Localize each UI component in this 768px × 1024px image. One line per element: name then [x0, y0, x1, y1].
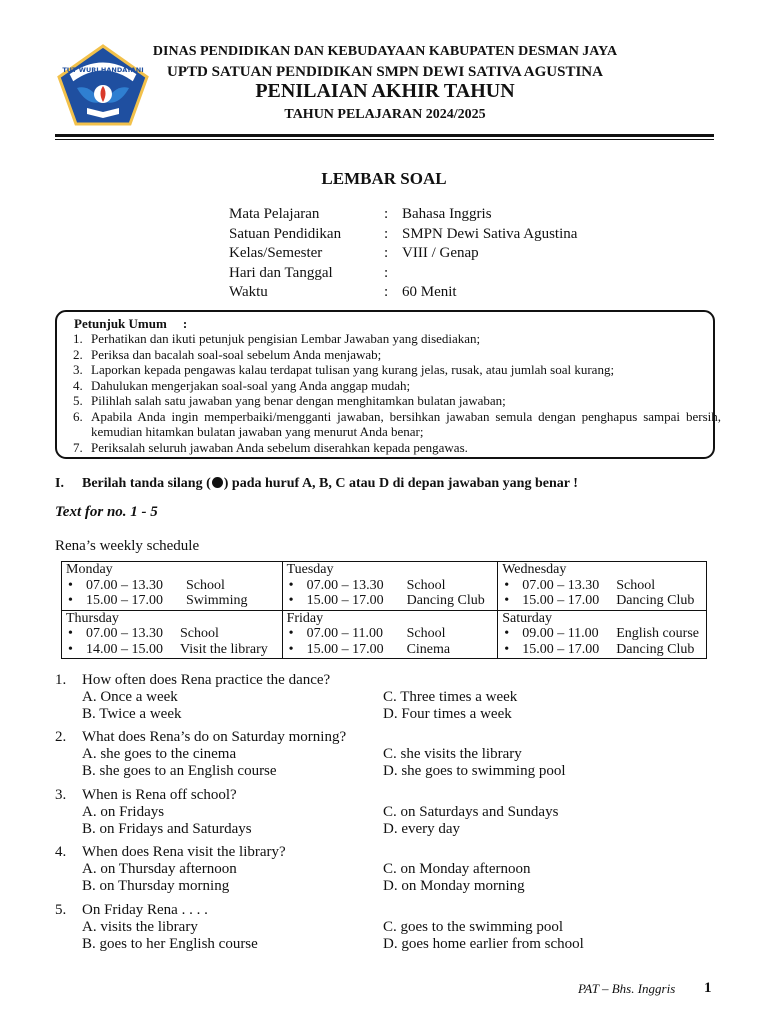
bullet-icon: •	[288, 577, 294, 593]
question-number: 2.	[55, 729, 67, 745]
entry-time: 07.00 – 13.30	[86, 626, 163, 641]
bullet-icon: •	[68, 641, 73, 657]
schedule-cell-tuesday	[282, 562, 498, 611]
instruction-number: 6.	[73, 408, 83, 424]
question-number: 4.	[55, 844, 67, 860]
day-label: Friday	[286, 610, 324, 626]
schedule-entry	[502, 593, 706, 609]
text-for-label: Text for no. 1 - 5	[55, 504, 158, 520]
info-label: Mata Pelajaran	[229, 206, 320, 222]
instruction-item	[73, 362, 721, 378]
info-label: Waktu	[229, 284, 268, 300]
day-label: Saturday	[502, 610, 552, 626]
option-b[interactable]: B. goes to her English course	[82, 936, 258, 952]
option-d[interactable]: D. goes home earlier from school	[383, 936, 584, 952]
info-label: Kelas/Semester	[229, 245, 323, 261]
entry-time: 15.00 – 17.00	[522, 593, 600, 608]
bullet-icon: •	[504, 626, 510, 641]
instruction-item	[73, 393, 721, 409]
schedule-table	[61, 561, 707, 659]
instruction-item	[73, 440, 721, 456]
page-title: LEMBAR SOAL	[321, 169, 447, 188]
question-number: 5.	[55, 902, 67, 918]
question-2	[55, 729, 705, 780]
question-text: How often does Rena practice the dance?	[82, 672, 331, 688]
option-a[interactable]: A. on Fridays	[82, 804, 165, 820]
entry-time: 09.00 – 11.00	[522, 626, 599, 641]
entry-time: 07.00 – 11.00	[306, 626, 384, 641]
instructions-list	[73, 331, 721, 455]
instruction-text: Perhatikan dan ikuti petunjuk pengisian Lembar Jawaban yang disediakan;	[91, 331, 481, 346]
instruction-number: 2.	[73, 346, 83, 362]
question-text: When is Rena off school?	[82, 787, 237, 803]
bullet-icon: •	[504, 593, 510, 608]
schedule-cell-saturday	[498, 610, 707, 659]
info-colon: :	[384, 245, 389, 261]
schedule-entry	[287, 593, 498, 609]
schedule-cell-monday	[62, 562, 283, 611]
info-value: 60 Menit	[402, 284, 457, 300]
entry-activity: Dancing Club	[616, 593, 695, 608]
question-stem	[55, 787, 705, 804]
schedule-entry	[287, 578, 498, 594]
option-b[interactable]: B. on Thursday morning	[82, 878, 230, 894]
section-text-before: Berilah tanda silang (	[82, 476, 211, 491]
option-a[interactable]: A. on Thursday afternoon	[82, 861, 237, 877]
day-label: Tuesday	[286, 562, 334, 577]
entry-activity: Dancing Club	[406, 593, 485, 608]
entry-time: 15.00 – 17.00	[522, 641, 600, 657]
exam-info	[229, 205, 577, 303]
question-number: 3.	[55, 787, 67, 803]
question-stem	[55, 729, 705, 746]
page-footer: PAT – Bhs. Inggris	[578, 981, 676, 996]
page-number: 1	[704, 980, 712, 996]
header-agency: DINAS PENDIDIKAN DAN KEBUDAYAAN KABUPATEN DESMAN JAYA	[152, 44, 618, 59]
instruction-text: Apabila Anda ingin memperbaiki/mengganti jawaban, bersihkan jawaban semula dengan penghapus sampai bersih, kemudian hitamkan bulatan jawaban yang menurut Anda benar;	[91, 408, 721, 439]
question-number: 1.	[55, 672, 67, 688]
option-a[interactable]: A. Once a week	[82, 689, 178, 705]
entry-time: 07.00 – 13.30	[86, 577, 163, 593]
section-text-after: ) pada huruf A, B, C atau D di depan jawaban yang benar !	[223, 476, 578, 491]
schedule-entry	[66, 626, 282, 642]
entry-activity: School	[406, 626, 446, 641]
question-text: When does Rena visit the library?	[82, 844, 286, 860]
question-options	[55, 919, 705, 953]
info-colon: :	[384, 284, 389, 300]
entry-activity: Cinema	[406, 641, 451, 657]
schedule-entry	[502, 578, 706, 594]
schedule-cell-friday	[282, 610, 498, 659]
entry-activity: School	[180, 626, 219, 641]
schedule-entry	[287, 642, 498, 658]
header-year: TAHUN PELAJARAN 2024/2025	[284, 107, 486, 122]
option-d[interactable]: D. she goes to swimming pool	[383, 763, 566, 779]
instructions-title	[74, 316, 187, 332]
instruction-item	[73, 331, 721, 347]
schedule-entry	[502, 642, 706, 658]
bullet-icon: •	[288, 593, 294, 608]
section-heading	[55, 476, 578, 492]
info-row-school	[229, 225, 577, 245]
bullet-icon: •	[504, 641, 510, 657]
option-c[interactable]: C. on Saturdays and Sundays	[383, 804, 559, 820]
info-row-date	[229, 264, 577, 284]
entry-activity: English course	[616, 626, 700, 641]
question-5	[55, 902, 705, 953]
question-text: On Friday Rena . . . .	[82, 902, 208, 918]
school-logo	[57, 44, 149, 126]
entry-time: 14.00 – 15.00	[86, 641, 163, 657]
table-row	[62, 562, 707, 611]
info-value: VIII / Genap	[402, 245, 479, 261]
filled-circle-icon	[212, 477, 223, 488]
option-a[interactable]: A. visits the library	[82, 919, 198, 935]
instruction-number: 1.	[73, 331, 83, 346]
question-stem	[55, 844, 705, 861]
question-options	[55, 804, 705, 838]
entry-time: 15.00 – 17.00	[86, 593, 163, 608]
info-label: Satuan Pendidikan	[229, 225, 342, 242]
instruction-text: Periksalah seluruh jawaban Anda sebelum diserahkan kepada pengawas.	[91, 439, 468, 455]
section-roman: I.	[55, 476, 64, 491]
entry-activity: School	[186, 577, 225, 593]
info-label: Hari dan Tanggal	[229, 264, 333, 281]
question-options	[55, 746, 705, 780]
schedule-entry	[66, 593, 282, 609]
option-d[interactable]: D. on Monday morning	[383, 878, 525, 894]
entry-activity: School	[406, 577, 446, 593]
bullet-icon: •	[68, 593, 73, 608]
question-options	[55, 861, 705, 895]
option-b[interactable]: B. she goes to an English course	[82, 763, 277, 779]
schedule-cell-thursday	[62, 610, 283, 659]
schedule-entry	[287, 626, 498, 642]
info-value: SMPN Dewi Sativa Agustina	[402, 225, 578, 242]
instruction-number: 3.	[73, 362, 83, 377]
bullet-icon: •	[504, 577, 510, 593]
entry-activity: Visit the library	[180, 641, 268, 657]
option-c[interactable]: C. goes to the swimming pool	[383, 919, 563, 935]
entry-activity: Dancing Club	[616, 641, 695, 657]
question-stem	[55, 672, 705, 689]
entry-activity: School	[616, 577, 656, 593]
instruction-text: Pilihlah salah satu jawaban yang benar dengan menghitamkan bulatan jawaban;	[91, 393, 506, 408]
question-text: What does Rena’s do on Saturday morning?	[82, 729, 347, 745]
schedule-entry	[502, 626, 706, 642]
question-1	[55, 672, 705, 723]
option-a[interactable]: A. she goes to the cinema	[82, 746, 237, 762]
instruction-item	[73, 409, 721, 440]
schedule-entry	[66, 642, 282, 658]
info-colon: :	[384, 264, 389, 281]
bullet-icon: •	[68, 577, 73, 593]
bullet-icon: •	[68, 626, 73, 641]
header-unit: UPTD SATUAN PENDIDIKAN SMPN DEWI SATIVA AGUSTINA	[167, 64, 603, 80]
day-label: Wednesday	[502, 562, 567, 577]
question-stem	[55, 902, 705, 919]
option-c[interactable]: C. Three times a week	[383, 689, 518, 705]
instruction-text: Laporkan kepada pengawas kalau terdapat tulisan yang kurang jelas, rusak, atau jumlah soal kurang;	[91, 362, 615, 377]
day-label: Thursday	[66, 610, 119, 626]
header-rule-thick	[55, 134, 714, 137]
entry-time: 07.00 – 13.30	[522, 577, 600, 593]
entry-activity: Swimming	[186, 593, 248, 608]
instruction-number: 4.	[73, 377, 83, 393]
bullet-icon: •	[288, 626, 294, 641]
option-d[interactable]: D. every day	[383, 821, 461, 837]
logo-motto: TUT WURI HANDAYANI	[62, 66, 144, 74]
option-b[interactable]: B. on Fridays and Saturdays	[82, 821, 252, 837]
option-d[interactable]: D. Four times a week	[383, 706, 512, 722]
instructions-title-text: Petunjuk Umum	[74, 316, 167, 331]
option-b[interactable]: B. Twice a week	[82, 706, 182, 722]
entry-time: 15.00 – 17.00	[306, 593, 384, 608]
info-row-time	[229, 283, 577, 303]
question-options	[55, 689, 705, 723]
option-c[interactable]: C. she visits the library	[383, 746, 522, 762]
header-exam: PENILAIAN AKHIR TAHUN	[255, 80, 515, 102]
instruction-item	[73, 378, 721, 394]
entry-time: 15.00 – 17.00	[306, 641, 384, 657]
day-label: Monday	[66, 562, 113, 577]
bullet-icon: •	[288, 641, 294, 657]
schedule-title: Rena’s weekly schedule	[55, 538, 200, 554]
question-4	[55, 844, 705, 895]
instructions-title-colon: :	[182, 316, 188, 331]
info-row-class	[229, 244, 577, 264]
schedule-entry	[66, 578, 282, 594]
option-c[interactable]: C. on Monday afternoon	[383, 861, 531, 877]
instruction-item	[73, 347, 721, 363]
entry-time: 07.00 – 13.30	[306, 577, 384, 593]
instruction-number: 5.	[73, 393, 83, 408]
question-3	[55, 787, 705, 838]
info-row-subject	[229, 205, 577, 225]
instruction-text: Dahulukan mengerjakan soal-soal yang Anda anggap mudah;	[91, 377, 411, 393]
info-value: Bahasa Inggris	[402, 206, 492, 222]
info-colon: :	[384, 225, 389, 242]
instruction-number: 7.	[73, 439, 83, 455]
schedule-cell-wednesday	[498, 562, 707, 611]
info-colon: :	[384, 206, 389, 222]
table-row	[62, 610, 707, 659]
header-rule-thin	[55, 139, 714, 140]
instruction-text: Periksa dan bacalah soal-soal sebelum Anda menjawab;	[91, 346, 382, 362]
